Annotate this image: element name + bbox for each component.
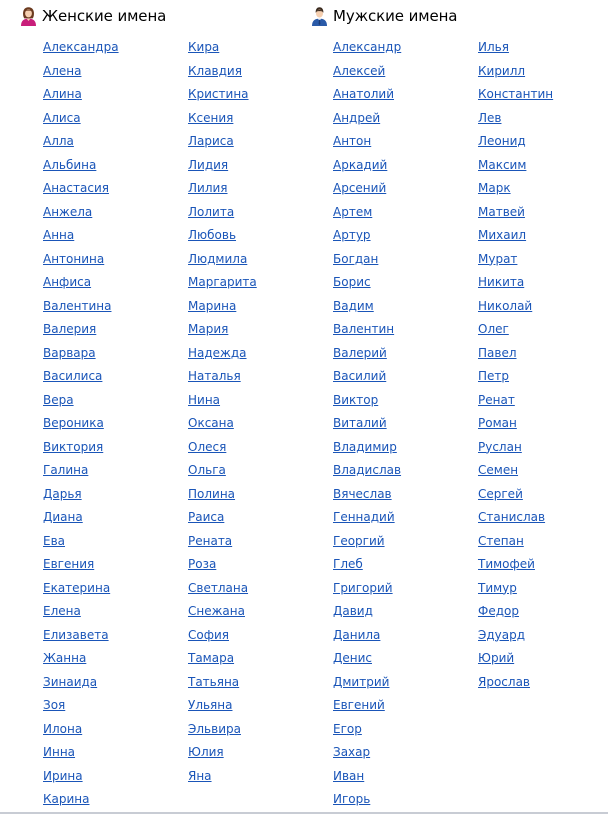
female-name-link[interactable]: Зоя bbox=[43, 698, 66, 712]
name-list-item bbox=[188, 602, 257, 626]
female-name-link[interactable]: Екатерина bbox=[43, 580, 111, 595]
male-name-link[interactable]: Глеб bbox=[333, 557, 363, 571]
name-list-item bbox=[43, 438, 119, 462]
male-name-link[interactable]: Артур bbox=[333, 228, 371, 242]
female-name-link[interactable]: Галина bbox=[43, 463, 89, 477]
female-name-link[interactable]: Жанна bbox=[43, 651, 87, 665]
male-name-link[interactable]: Антон bbox=[333, 134, 372, 148]
male-name-link[interactable]: Леонид bbox=[478, 134, 526, 148]
male-name-link[interactable]: Владислав bbox=[333, 463, 402, 477]
name-list-item bbox=[333, 62, 401, 86]
name-list-item bbox=[43, 743, 119, 767]
male-name-link[interactable]: Тимофей bbox=[478, 557, 535, 571]
name-list-item bbox=[333, 649, 401, 673]
name-list-item bbox=[188, 485, 257, 509]
name-list-item bbox=[188, 555, 257, 579]
name-list-item bbox=[333, 391, 401, 415]
female-name-link[interactable]: Илона bbox=[43, 721, 83, 736]
male-name-link[interactable]: Анатолий bbox=[333, 87, 395, 101]
name-list-item bbox=[188, 226, 257, 250]
female-name-link[interactable]: Лариса bbox=[188, 134, 234, 148]
name-list-item bbox=[333, 532, 401, 556]
female-name-link[interactable]: Вероника bbox=[43, 416, 104, 430]
male-name-link[interactable]: Иван bbox=[333, 768, 365, 783]
name-list-item bbox=[333, 743, 401, 767]
name-list-item bbox=[43, 85, 119, 109]
name-list-item bbox=[478, 438, 553, 462]
male-name-link[interactable]: Михаил bbox=[478, 228, 527, 242]
name-list-item bbox=[188, 38, 257, 62]
female-name-link[interactable]: Яна bbox=[188, 768, 212, 783]
female-name-link[interactable]: Алена bbox=[43, 63, 82, 78]
name-list-item bbox=[43, 226, 119, 250]
name-list-item bbox=[333, 85, 401, 109]
male-name-link[interactable]: Ярослав bbox=[478, 674, 530, 689]
name-list-item bbox=[188, 132, 257, 156]
female-name-link[interactable]: Кристина bbox=[188, 87, 249, 101]
man-avatar-icon bbox=[311, 6, 328, 26]
female-name-link[interactable]: Надежда bbox=[188, 345, 247, 360]
male-name-link[interactable]: Андрей bbox=[333, 110, 381, 125]
name-list-item bbox=[333, 226, 401, 250]
name-list-item bbox=[43, 320, 119, 344]
name-list-item bbox=[43, 344, 119, 368]
name-list-item bbox=[333, 602, 401, 626]
female-section-header bbox=[20, 6, 166, 26]
woman-avatar-icon bbox=[20, 6, 37, 26]
name-list-item bbox=[188, 203, 257, 227]
male-name-link[interactable]: Олег bbox=[478, 322, 509, 336]
name-list-item bbox=[478, 156, 553, 180]
female-name-link[interactable]: Елена bbox=[43, 604, 81, 618]
male-name-link[interactable]: Федор bbox=[478, 604, 519, 618]
name-list-item bbox=[333, 38, 401, 62]
name-list-item bbox=[43, 297, 119, 321]
female-name-link[interactable]: Рената bbox=[188, 533, 233, 548]
female-name-link[interactable]: Маргарита bbox=[188, 275, 257, 289]
female-name-link[interactable]: Диана bbox=[43, 510, 83, 524]
male-name-link[interactable]: Руслан bbox=[478, 439, 522, 454]
name-list-item bbox=[333, 132, 401, 156]
name-list-item bbox=[188, 461, 257, 485]
name-list-item bbox=[478, 461, 553, 485]
female-name-link[interactable]: Алина bbox=[43, 87, 82, 101]
male-name-link[interactable]: Алексей bbox=[333, 63, 386, 78]
male-name-link[interactable]: Илья bbox=[478, 40, 509, 54]
name-list-item bbox=[43, 767, 119, 791]
female-name-link[interactable]: София bbox=[188, 627, 229, 642]
name-list-item bbox=[43, 38, 119, 62]
male-name-link[interactable]: Николай bbox=[478, 298, 533, 313]
name-list-item bbox=[43, 179, 119, 203]
female-name-link[interactable]: Мария bbox=[188, 322, 229, 336]
name-list-item bbox=[333, 720, 401, 744]
name-list-item bbox=[188, 367, 257, 391]
name-list-item bbox=[188, 85, 257, 109]
name-list-item bbox=[333, 485, 401, 509]
name-list-item bbox=[478, 226, 553, 250]
name-list-item bbox=[478, 273, 553, 297]
male-name-link[interactable]: Валентин bbox=[333, 322, 395, 336]
name-list-item bbox=[478, 297, 553, 321]
name-list-item bbox=[333, 767, 401, 791]
male-name-link[interactable]: Никита bbox=[478, 275, 525, 289]
name-list-item bbox=[478, 250, 553, 274]
female-name-link[interactable]: Антонина bbox=[43, 251, 105, 266]
name-list-item bbox=[188, 720, 257, 744]
male-name-link[interactable]: Ренат bbox=[478, 392, 515, 407]
female-name-link[interactable]: Наталья bbox=[188, 369, 241, 383]
name-list-item bbox=[188, 62, 257, 86]
name-list-item bbox=[333, 461, 401, 485]
female-name-link[interactable]: Василиса bbox=[43, 369, 103, 383]
female-name-link[interactable]: Вера bbox=[43, 392, 74, 407]
female-name-link[interactable]: Анна bbox=[43, 228, 75, 242]
name-list-item bbox=[333, 790, 401, 814]
name-list-item bbox=[188, 508, 257, 532]
name-list-item bbox=[43, 508, 119, 532]
female-name-link[interactable]: Евгения bbox=[43, 557, 95, 571]
female-name-link[interactable]: Карина bbox=[43, 792, 90, 806]
female-name-link[interactable]: Тамара bbox=[188, 651, 235, 665]
male-name-link[interactable]: Павел bbox=[478, 345, 517, 360]
name-list-item bbox=[333, 555, 401, 579]
name-list-item bbox=[478, 179, 553, 203]
male-name-link[interactable]: Матвей bbox=[478, 204, 525, 219]
name-list-item bbox=[333, 344, 401, 368]
name-list-item bbox=[188, 626, 257, 650]
male-name-link[interactable]: Георгий bbox=[333, 533, 385, 548]
name-list-item bbox=[333, 626, 401, 650]
name-list-item bbox=[188, 179, 257, 203]
male-name-link[interactable]: Тимур bbox=[478, 580, 517, 595]
name-list-item bbox=[43, 602, 119, 626]
female-name-link[interactable]: Варвара bbox=[43, 345, 96, 360]
male-name-link[interactable]: Юрий bbox=[478, 651, 515, 665]
name-list-item bbox=[333, 508, 401, 532]
name-list-item bbox=[478, 626, 553, 650]
male-name-link[interactable]: Данила bbox=[333, 627, 381, 642]
male-name-link[interactable]: Василий bbox=[333, 369, 387, 383]
female-name-link[interactable]: Алиса bbox=[43, 110, 81, 125]
name-list-item bbox=[188, 391, 257, 415]
name-list-item bbox=[478, 38, 553, 62]
female-name-link[interactable]: Альбина bbox=[43, 157, 97, 172]
female-name-link[interactable]: Полина bbox=[188, 486, 236, 501]
female-name-link[interactable]: Виктория bbox=[43, 439, 104, 454]
female-name-link[interactable]: Валентина bbox=[43, 298, 112, 313]
name-list-item bbox=[188, 156, 257, 180]
name-list-item bbox=[478, 344, 553, 368]
name-list-item bbox=[478, 62, 553, 86]
male-name-link[interactable]: Борис bbox=[333, 275, 371, 289]
female-name-link[interactable]: Эльвира bbox=[188, 721, 241, 736]
male-section-title: Мужские имена bbox=[333, 7, 458, 25]
name-list-item bbox=[188, 743, 257, 767]
female-name-link[interactable]: Юлия bbox=[188, 745, 224, 759]
name-list-item bbox=[478, 367, 553, 391]
name-list-item bbox=[188, 414, 257, 438]
male-name-link[interactable]: Григорий bbox=[333, 580, 393, 595]
female-section-title: Женские имена bbox=[42, 7, 167, 25]
male-name-link[interactable]: Денис bbox=[333, 651, 372, 665]
name-list-item bbox=[478, 132, 553, 156]
male-name-link[interactable]: Александр bbox=[333, 40, 402, 54]
name-list-item bbox=[333, 297, 401, 321]
name-list-item bbox=[478, 109, 553, 133]
name-list-item bbox=[188, 109, 257, 133]
male-name-link[interactable]: Вадим bbox=[333, 298, 374, 313]
name-list-item bbox=[188, 344, 257, 368]
name-list-item bbox=[43, 62, 119, 86]
female-name-link[interactable]: Александра bbox=[43, 40, 119, 54]
name-list-item bbox=[478, 414, 553, 438]
male-name-link[interactable]: Станислав bbox=[478, 510, 546, 524]
name-list-item bbox=[333, 179, 401, 203]
name-list-item bbox=[188, 273, 257, 297]
male-name-link[interactable]: Вячеслав bbox=[333, 486, 392, 501]
female-name-link[interactable]: Снежана bbox=[188, 604, 245, 618]
female-name-link[interactable]: Светлана bbox=[188, 580, 249, 595]
name-list-item bbox=[333, 673, 401, 697]
male-name-link[interactable]: Евгений bbox=[333, 698, 385, 712]
female-name-link[interactable]: Людмила bbox=[188, 251, 248, 266]
name-list-item bbox=[43, 696, 119, 720]
male-name-link[interactable]: Геннадий bbox=[333, 510, 395, 524]
female-name-link[interactable]: Алла bbox=[43, 134, 74, 148]
name-list-item bbox=[478, 579, 553, 603]
name-list-item bbox=[333, 320, 401, 344]
name-list-item bbox=[478, 673, 553, 697]
name-list-item bbox=[333, 250, 401, 274]
female-name-link[interactable]: Лидия bbox=[188, 157, 229, 172]
name-list-item bbox=[478, 203, 553, 227]
name-list-item bbox=[43, 414, 119, 438]
name-list-item bbox=[478, 485, 553, 509]
name-list-item bbox=[188, 767, 257, 791]
female-name-link[interactable]: Раиса bbox=[188, 510, 225, 524]
female-name-link[interactable]: Елизавета bbox=[43, 627, 109, 642]
male-name-link[interactable]: Валерий bbox=[333, 345, 387, 360]
name-list-item bbox=[188, 250, 257, 274]
female-name-link[interactable]: Нина bbox=[188, 392, 221, 407]
name-list-item bbox=[333, 203, 401, 227]
name-list-item bbox=[43, 579, 119, 603]
name-list-item bbox=[478, 602, 553, 626]
name-list-item bbox=[478, 508, 553, 532]
female-name-link[interactable]: Оксана bbox=[188, 416, 234, 430]
name-list-item bbox=[333, 109, 401, 133]
name-list-item bbox=[43, 109, 119, 133]
male-name-link[interactable]: Дмитрий bbox=[333, 674, 390, 689]
female-name-link[interactable]: Ольга bbox=[188, 463, 226, 477]
male-name-link[interactable]: Сергей bbox=[478, 486, 523, 501]
female-name-link[interactable]: Дарья bbox=[43, 486, 82, 501]
male-name-link[interactable]: Степан bbox=[478, 533, 524, 548]
name-list-item bbox=[43, 273, 119, 297]
male-section-header bbox=[311, 6, 457, 26]
name-list-item bbox=[478, 532, 553, 556]
name-list-item bbox=[333, 273, 401, 297]
female-name-link[interactable]: Ульяна bbox=[188, 698, 233, 712]
female-name-link[interactable]: Зинаида bbox=[43, 674, 98, 689]
name-list-item bbox=[333, 367, 401, 391]
female-name-link[interactable]: Татьяна bbox=[188, 674, 240, 689]
female-name-link[interactable]: Клавдия bbox=[188, 63, 242, 78]
name-list-item bbox=[333, 438, 401, 462]
female-names-column-2 bbox=[188, 38, 257, 790]
name-list-item bbox=[43, 626, 119, 650]
male-name-link[interactable]: Семен bbox=[478, 463, 519, 477]
male-name-link[interactable]: Артем bbox=[333, 204, 373, 219]
name-list-item bbox=[188, 673, 257, 697]
female-name-link[interactable]: Анжела bbox=[43, 204, 93, 219]
male-name-link[interactable]: Владимир bbox=[333, 439, 397, 454]
name-list-item bbox=[188, 532, 257, 556]
female-name-link[interactable]: Валерия bbox=[43, 322, 97, 336]
name-list-item bbox=[333, 696, 401, 720]
name-list-item bbox=[43, 485, 119, 509]
name-list-item bbox=[43, 790, 119, 814]
female-name-link[interactable]: Марина bbox=[188, 298, 237, 313]
female-name-link[interactable]: Лолита bbox=[188, 204, 235, 219]
male-names-column-2 bbox=[478, 38, 553, 696]
name-list-item bbox=[188, 649, 257, 673]
bottom-divider bbox=[0, 812, 608, 814]
male-names-column-1 bbox=[333, 38, 401, 814]
female-name-link[interactable]: Олеся bbox=[188, 439, 227, 454]
name-list-item bbox=[478, 85, 553, 109]
male-name-link[interactable]: Роман bbox=[478, 416, 517, 430]
name-list-item bbox=[43, 649, 119, 673]
male-name-link[interactable]: Игорь bbox=[333, 792, 371, 806]
name-list-item bbox=[188, 579, 257, 603]
male-name-link[interactable]: Константин bbox=[478, 87, 554, 101]
name-list-item bbox=[43, 250, 119, 274]
name-list-item bbox=[478, 649, 553, 673]
male-name-link[interactable]: Арсений bbox=[333, 181, 387, 195]
female-name-link[interactable]: Ева bbox=[43, 533, 66, 548]
male-name-link[interactable]: Богдан bbox=[333, 251, 379, 266]
name-list-item bbox=[43, 132, 119, 156]
name-list-item bbox=[43, 461, 119, 485]
name-list-item bbox=[188, 438, 257, 462]
name-list-item bbox=[333, 579, 401, 603]
male-name-link[interactable]: Максим bbox=[478, 157, 527, 172]
male-name-link[interactable]: Марк bbox=[478, 181, 511, 195]
name-list-item bbox=[478, 391, 553, 415]
female-name-link[interactable]: Анфиса bbox=[43, 275, 92, 289]
name-list-item bbox=[43, 391, 119, 415]
name-list-item bbox=[188, 297, 257, 321]
female-names-column-1 bbox=[43, 38, 119, 814]
name-list-item bbox=[43, 673, 119, 697]
male-name-link[interactable]: Петр bbox=[478, 369, 510, 383]
name-list-item bbox=[43, 203, 119, 227]
male-name-link[interactable]: Мурат bbox=[478, 251, 518, 266]
name-list-item bbox=[43, 720, 119, 744]
name-list-item bbox=[188, 696, 257, 720]
male-name-link[interactable]: Эдуард bbox=[478, 627, 526, 642]
female-name-link[interactable]: Кира bbox=[188, 40, 220, 54]
female-name-link[interactable]: Роза bbox=[188, 557, 217, 571]
male-name-link[interactable]: Захар bbox=[333, 745, 371, 759]
female-name-link[interactable]: Лилия bbox=[188, 181, 228, 195]
female-name-link[interactable]: Анастасия bbox=[43, 181, 109, 195]
female-name-link[interactable]: Любовь bbox=[188, 228, 237, 242]
name-list-item bbox=[43, 156, 119, 180]
male-name-link[interactable]: Кирилл bbox=[478, 63, 526, 78]
male-name-link[interactable]: Лев bbox=[478, 110, 502, 125]
name-list-item bbox=[333, 414, 401, 438]
male-name-link[interactable]: Егор bbox=[333, 721, 362, 736]
male-name-link[interactable]: Давид bbox=[333, 604, 373, 618]
name-list-item bbox=[478, 555, 553, 579]
male-name-link[interactable]: Виктор bbox=[333, 392, 379, 407]
name-list-item bbox=[43, 555, 119, 579]
female-name-link[interactable]: Ирина bbox=[43, 768, 83, 783]
name-list-item bbox=[333, 156, 401, 180]
female-name-link[interactable]: Инна bbox=[43, 745, 76, 759]
male-name-link[interactable]: Виталий bbox=[333, 416, 387, 430]
name-list-item bbox=[43, 367, 119, 391]
male-name-link[interactable]: Аркадий bbox=[333, 157, 388, 172]
female-name-link[interactable]: Ксения bbox=[188, 110, 234, 125]
name-list-item bbox=[43, 532, 119, 556]
name-list-item bbox=[188, 320, 257, 344]
name-list-item bbox=[478, 320, 553, 344]
